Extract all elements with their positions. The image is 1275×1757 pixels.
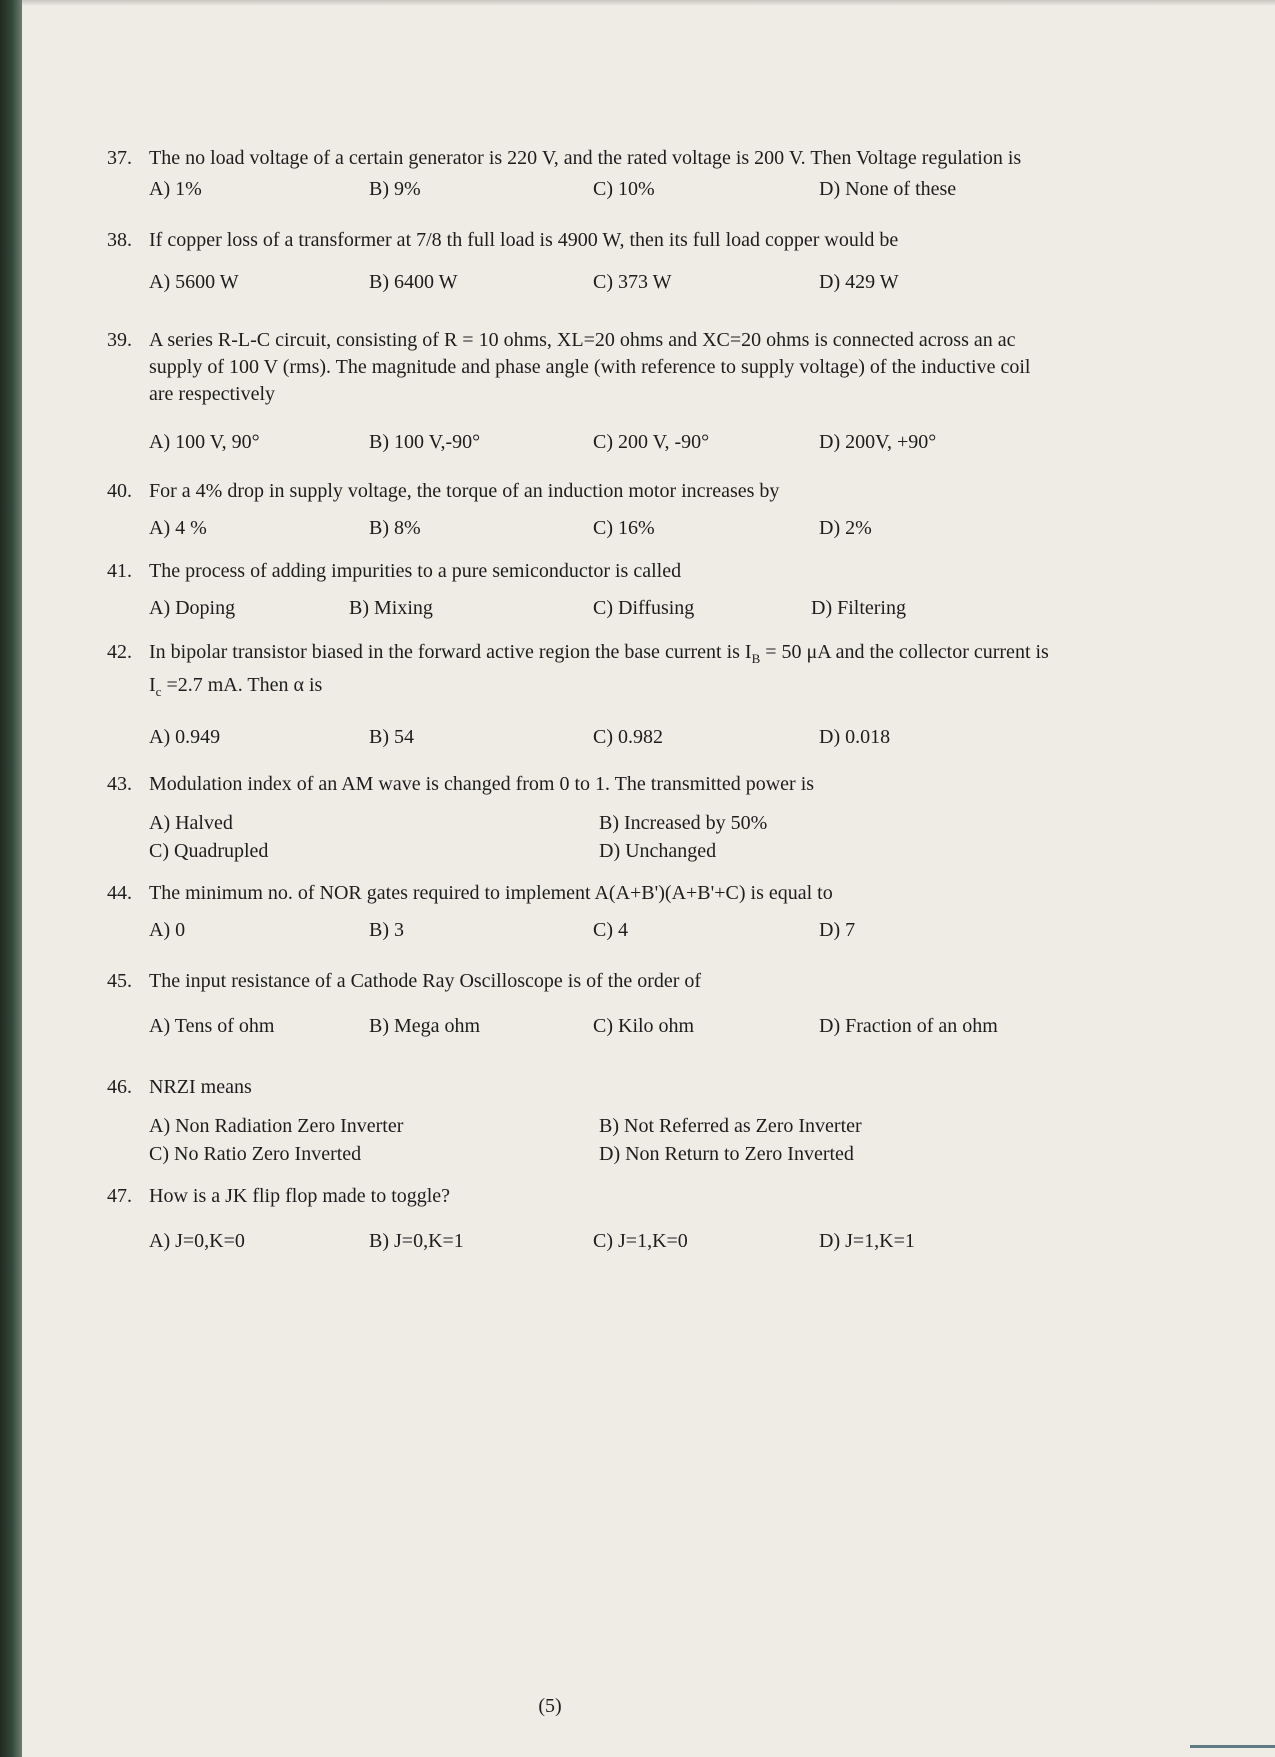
option-c: C) J=1,K=0 (593, 1230, 688, 1252)
option-c: C) 4 (593, 919, 628, 941)
option-d: D) J=1,K=1 (819, 1230, 915, 1252)
question-text: The process of adding impurities to a pure semiconductor is called (149, 560, 682, 582)
scan-binding-edge (0, 0, 22, 1757)
scan-top-shadow (22, 0, 1275, 6)
option-a: A) J=0,K=0 (149, 1230, 245, 1252)
option-d: D) None of these (819, 178, 957, 200)
question-number: 46. (107, 1076, 132, 1098)
option-d: D) 7 (819, 919, 856, 941)
question-44 (107, 879, 1057, 945)
option-c: C) Diffusing (593, 597, 695, 619)
question-39 (107, 327, 1057, 457)
option-b: B) 9% (369, 178, 421, 200)
option-b: B) Mixing (349, 597, 433, 619)
question-text: If copper loss of a transformer at 7/8 th full load is 4900 W, then its full load copper would be (149, 229, 899, 251)
option-b: B) 8% (369, 517, 421, 539)
option-a: A) 100 V, 90° (149, 431, 260, 453)
question-number: 41. (107, 560, 132, 582)
option-d: D) 200V, +90° (819, 431, 937, 453)
option-b: B) Mega ohm (369, 1015, 481, 1037)
option-b: B) J=0,K=1 (369, 1230, 464, 1252)
option-b: B) Not Referred as Zero Inverter (599, 1115, 862, 1137)
question-text: The no load voltage of a certain generator is 220 V, and the rated voltage is 200 V. Then Voltage regulation is (149, 147, 1022, 169)
question-number: 40. (107, 480, 132, 502)
question-37 (107, 144, 1057, 204)
question-text: For a 4% drop in supply voltage, the torque of an induction motor increases by (149, 480, 780, 502)
question-text: In bipolar transistor biased in the forward active region the base current is $I_B = 50$ μA and the collector current is $I_c =2.7$ mA. Then α is (149, 641, 1049, 699)
question-43 (107, 770, 1057, 865)
option-c: C) 10% (593, 178, 655, 200)
question-number: 38. (107, 229, 132, 251)
question-number: 47. (107, 1185, 132, 1207)
option-a: A) 0.949 (149, 726, 221, 748)
option-c: C) Quadrupled (149, 840, 269, 862)
question-list (107, 144, 1057, 1256)
question-text: Modulation index of an AM wave is changed from 0 to 1. The transmitted power is (149, 773, 815, 795)
option-a: A) 5600 W (149, 271, 239, 293)
option-c: C) Kilo ohm (593, 1015, 695, 1037)
option-d: D) 2% (819, 517, 872, 539)
option-c: C) 0.982 (593, 726, 663, 748)
option-c: C) No Ratio Zero Inverted (149, 1143, 362, 1165)
option-b: B) Increased by 50% (599, 812, 768, 834)
option-d: D) 0.018 (819, 726, 891, 748)
option-c: C) 373 W (593, 271, 672, 293)
option-b: B) 3 (369, 919, 404, 941)
question-number: 42. (107, 641, 132, 663)
page-number: (5) (538, 1695, 562, 1717)
option-a: A) Halved (149, 812, 233, 834)
option-d: D) Unchanged (599, 840, 717, 862)
question-text: The input resistance of a Cathode Ray Oscilloscope is of the order of (149, 970, 702, 992)
option-b: B) 6400 W (369, 271, 458, 293)
option-c: C) 16% (593, 517, 655, 539)
question-text: How is a JK flip flop made to toggle? (149, 1185, 451, 1207)
question-41 (107, 557, 1057, 623)
question-number: 45. (107, 970, 132, 992)
question-text: NRZI means (149, 1076, 252, 1098)
option-d: D) Non Return to Zero Inverted (599, 1143, 854, 1165)
option-b: B) 54 (369, 726, 414, 748)
question-46 (107, 1073, 1057, 1168)
question-number: 43. (107, 773, 132, 795)
question-text: The minimum no. of NOR gates required to implement A(A+B')(A+B'+C) is equal to (149, 882, 833, 904)
question-number: 39. (107, 329, 132, 351)
option-c: C) 200 V, -90° (593, 431, 710, 453)
question-38 (107, 224, 1057, 297)
option-a: A) 4 % (149, 517, 207, 539)
question-number: 44. (107, 882, 132, 904)
question-42 (107, 639, 1057, 752)
option-a: A) 1% (149, 178, 202, 200)
question-47 (107, 1182, 1057, 1256)
option-a: A) Non Radiation Zero Inverter (149, 1115, 404, 1137)
option-d: D) Filtering (811, 597, 906, 619)
question-text: A series R-L-C circuit, consisting of R = 10 ohms, XL=20 ohms and XC=20 ohms is connected across an ac supply of 100 V (rms). The magnitude and phase angle (with reference to supply voltage) of the inductive coil are respectively (149, 329, 1031, 405)
option-b: B) 100 V,-90° (369, 431, 481, 453)
scan-bottom-mark (1190, 1745, 1275, 1748)
option-d: D) Fraction of an ohm (819, 1015, 998, 1037)
option-a: A) Tens of ohm (149, 1015, 275, 1037)
option-a: A) Doping (149, 597, 236, 619)
option-d: D) 429 W (819, 271, 899, 293)
question-40 (107, 477, 1057, 543)
question-number: 37. (107, 147, 132, 169)
question-45 (107, 967, 1057, 1041)
option-a: A) 0 (149, 919, 186, 941)
